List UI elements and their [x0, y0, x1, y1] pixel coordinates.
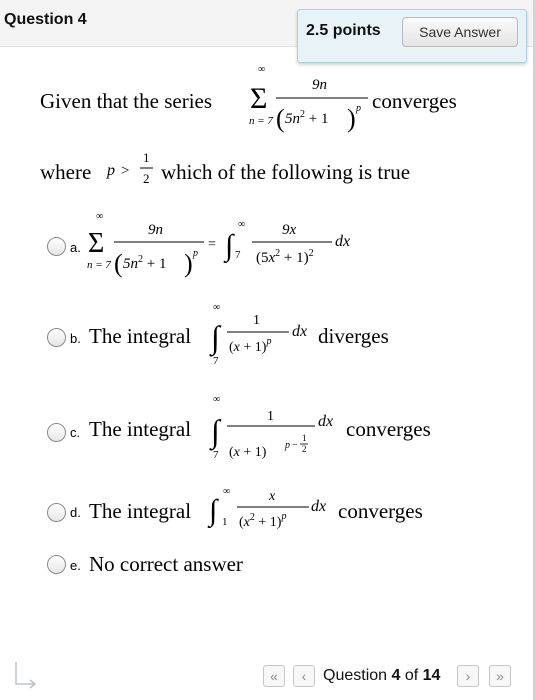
svg-text:∫: ∫ — [211, 319, 220, 355]
svg-text:1: 1 — [302, 433, 307, 443]
double-chevron-right-icon[interactable]: » — [489, 665, 511, 687]
svg-text:=: = — [208, 237, 216, 252]
svg-text:(: ( — [276, 104, 285, 133]
svg-text:7: 7 — [235, 249, 241, 261]
svg-text:9n: 9n — [148, 222, 163, 238]
svg-text:n = 7: n = 7 — [87, 259, 111, 271]
svg-text:dx: dx — [292, 323, 308, 340]
svg-text:∞: ∞ — [213, 302, 221, 313]
radio-a[interactable] — [47, 237, 66, 256]
svg-text:9n: 9n — [312, 77, 327, 93]
option-d-text-after: converges — [338, 499, 423, 523]
option-c-formula — [207, 390, 339, 466]
points-value: 2.5 points — [306, 22, 381, 39]
svg-text:7: 7 — [213, 355, 219, 367]
option-d-text-before: The integral — [89, 499, 192, 523]
svg-text:dx: dx — [311, 498, 327, 515]
option-b-text-before: The integral — [89, 324, 192, 348]
option-b-text-after: diverges — [318, 324, 389, 348]
svg-text:Σ: Σ — [88, 228, 105, 259]
svg-text:2: 2 — [143, 171, 150, 186]
save-answer-button[interactable]: Save Answer — [402, 17, 518, 47]
question-counter: Question 4 of 14 — [323, 667, 441, 684]
option-c-text-after: converges — [346, 417, 431, 441]
svg-text:∫: ∫ — [211, 413, 220, 449]
corner-arrow-icon — [10, 660, 40, 692]
svg-text:(x + 1): (x + 1) — [229, 445, 267, 460]
option-a-formula — [84, 210, 374, 280]
option-letter: c. — [70, 425, 81, 440]
option-d-formula — [207, 480, 335, 540]
svg-text:1: 1 — [222, 516, 228, 528]
option-b-formula — [207, 296, 315, 368]
svg-text:5n2 + 1: $5n^2 + 1$ — [123, 254, 167, 272]
chevron-left-icon[interactable]: ‹ — [293, 665, 315, 687]
svg-text:x: x — [269, 489, 276, 504]
chevron-right-icon[interactable]: › — [457, 665, 479, 687]
svg-text:∞: ∞ — [238, 219, 246, 230]
svg-text:∞: ∞ — [213, 394, 221, 405]
option-letter: e. — [70, 558, 81, 573]
stem-prefix: Given that the series — [40, 89, 213, 113]
svg-text:1: 1 — [143, 150, 150, 165]
svg-text:dx: dx — [318, 413, 334, 430]
svg-text:n = 7: n = 7 — [249, 115, 273, 127]
svg-text:>: > — [121, 163, 130, 179]
svg-text:5n2 + 1: $5n^2 + 1$ — [285, 109, 329, 127]
points-box — [297, 9, 527, 63]
question-title: Question 4 — [4, 11, 87, 28]
svg-text:dx: dx — [335, 233, 351, 250]
svg-text:p: p — [107, 162, 115, 179]
svg-text:2: 2 — [302, 444, 307, 454]
svg-text:1: 1 — [267, 409, 274, 424]
option-letter: b. — [70, 331, 81, 346]
double-chevron-left-icon[interactable]: « — [263, 665, 285, 687]
svg-text:(: ( — [114, 249, 123, 278]
svg-text:p: p — [356, 103, 361, 114]
stem-suffix: converges — [372, 89, 457, 113]
radio-e[interactable] — [47, 555, 66, 574]
svg-text:(x2 + 1)p: $(x^2 + 1)^p$ — [239, 511, 287, 530]
svg-text:−: − — [292, 440, 298, 451]
svg-text:(x + 1)p: $(x + 1)^p$ — [229, 336, 272, 355]
svg-text:Σ: Σ — [250, 82, 268, 115]
option-letter: d. — [70, 505, 81, 520]
svg-text:p: p — [285, 440, 290, 451]
radio-d[interactable] — [47, 503, 66, 522]
radio-c[interactable] — [47, 423, 66, 442]
condition-prefix: where — [40, 160, 92, 184]
option-c-text-before: The integral — [89, 417, 192, 441]
radio-b[interactable] — [47, 328, 66, 347]
option-e-text: No correct answer — [89, 552, 243, 576]
svg-text:): ) — [347, 104, 356, 133]
series-formula — [246, 64, 370, 136]
svg-text:∫: ∫ — [209, 494, 218, 527]
svg-text:(5x2 + 1)2: $(5x^2 + 1)^2$ — [256, 248, 314, 266]
svg-text:∞: ∞ — [223, 486, 231, 497]
svg-text:7: 7 — [213, 449, 219, 461]
svg-text:∞: ∞ — [258, 64, 266, 75]
option-letter: a. — [70, 240, 81, 255]
condition-formula — [105, 148, 157, 190]
svg-text:∞: ∞ — [96, 211, 104, 222]
svg-text:∫: ∫ — [225, 229, 234, 262]
svg-text:): ) — [184, 249, 193, 278]
condition-suffix: which of the following is true — [161, 160, 411, 184]
svg-text:1: 1 — [253, 313, 260, 328]
question-navigation — [259, 665, 521, 689]
svg-text:9x: 9x — [282, 222, 297, 238]
svg-text:p: p — [193, 248, 198, 259]
